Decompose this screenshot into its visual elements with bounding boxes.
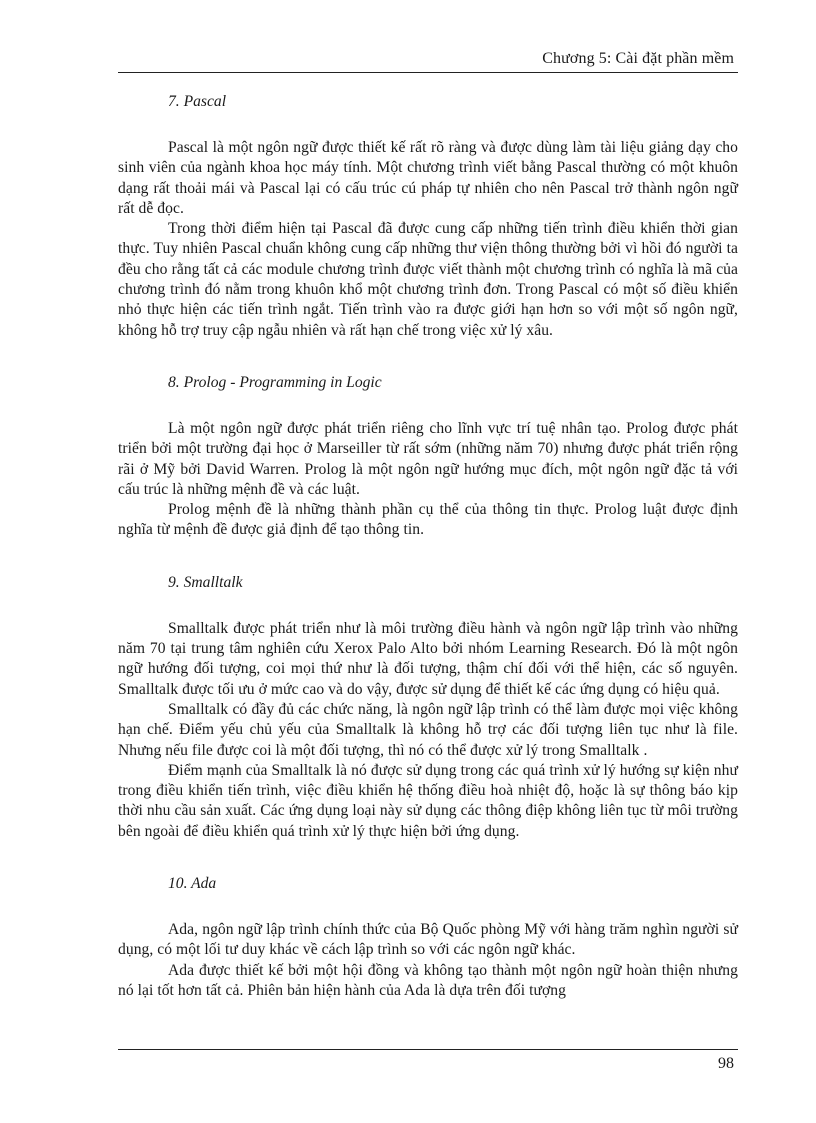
section-title: 10. Ada	[168, 875, 217, 893]
chapter-title: Chương 5: Cài đặt phần mềm	[542, 50, 734, 67]
section-title: 9. Smalltalk	[168, 573, 243, 591]
paragraph: Là một ngôn ngữ được phát triển riêng cho lĩnh vực trí tuệ nhân tạo. Prolog được phát triển bởi một trường đại học ở Marseiller từ rất sớm (những năm 70) nhưng được phát triển rộng rãi ở Mỹ bởi David Warren. Prolog là một ngôn ngữ hướng mục đích, một ngôn ngữ đặc tả với cấu trúc là những mệnh đề và các luật.	[118, 419, 738, 498]
paragraph: Prolog mệnh đề là những thành phần cụ thể của thông tin thực. Prolog luật được định nghĩa từ mệnh đề được giả định để tạo thông tin.	[118, 501, 738, 539]
page-header	[118, 50, 738, 73]
paragraph: Ada, ngôn ngữ lập trình chính thức của Bộ Quốc phòng Mỹ với hàng trăm nghìn người sử dụng, có một lối tư duy khác về cách lập trình so với các ngôn ngữ khác.	[118, 921, 738, 959]
page-number: 98	[718, 1055, 734, 1072]
paragraph: Smalltalk được phát triển như là môi trường điều hành và ngôn ngữ lập trình vào những năm 70 tại trung tâm nghiên cứu Xerox Palo Alto bởi nhóm Learning Research. Đó là một ngôn ngữ hướng đối tượng, coi mọi thứ như là đối tượng, thậm chí đối với thể hiện, các số nguyên. Smalltalk được tối ưu ở mức cao và do vậy, được sử dụng để thiết kế các ứng dụng có hiệu quả.	[118, 619, 738, 698]
paragraph: Pascal là một ngôn ngữ được thiết kế rất rõ ràng và được dùng làm tài liệu giảng dạy cho sinh viên của ngành khoa học máy tính. Một chương trình viết bằng Pascal thường có một khuôn dạng rất thoải mái và Pascal lại có cấu trúc cú pháp tự nhiên cho nên Pascal trở thành ngôn ngữ rất dễ đọc.	[118, 139, 738, 217]
section-pascal	[118, 92, 738, 341]
section-title: 8. Prolog - Programming in Logic	[168, 373, 382, 391]
page-content	[118, 92, 738, 1001]
section-smalltalk	[118, 573, 738, 842]
paragraph: Ada được thiết kế bởi một hội đồng và không tạo thành một ngôn ngữ hoàn thiện nhưng nó lại tốt hơn tất cả. Phiên bản hiện hành của Ada là dựa trên đối tượng	[118, 961, 738, 999]
page-footer	[118, 1049, 738, 1072]
paragraph: Smalltalk có đầy đủ các chức năng, là ngôn ngữ lập trình có thể làm được mọi việc không hạn chế. Điểm yếu chủ yếu của Smalltalk là không hỗ trợ các đối tượng liên tục như là file. Nhưng nếu file được coi là một đối tượng, thì nó có thể được xử lý trong Smalltalk .	[118, 700, 738, 759]
section-prolog	[118, 373, 738, 541]
paragraph: Điểm mạnh của Smalltalk là nó được sử dụng trong các quá trình xử lý hướng sự kiện như trong điều khiển tiến trình, việc điều khiển hệ thống điều hoà nhiệt độ, hoặc là sự thông báo kịp thời nhu cầu sản xuất. Các ứng dụng loại này sử dụng các thông điệp không liên tục từ môi trường bên ngoài để điều khiển quá trình xử lý thực hiện bởi ứng dụng.	[118, 761, 738, 840]
paragraph: Trong thời điểm hiện tại Pascal đã được cung cấp những tiến trình điều khiển thời gian thực. Tuy nhiên Pascal chuẩn không cung cấp những thư viện thông thường bởi vì hồi đó người ta đều cho rằng tất cả các module chương trình được viết thành một chương trình có nghĩa là mã của chương trình đó nằm trong khuôn khổ một chương trình đơn. Trong Pascal có một số điều khiển nhỏ thực hiện các tiến trình ngắt. Tiến trình vào ra được giới hạn hơn so với một số ngôn ngữ, không hỗ trợ truy cập ngẫu nhiên và rất hạn chế trong việc xử lý xâu.	[118, 220, 738, 339]
section-ada	[118, 874, 738, 1001]
section-title: 7. Pascal	[168, 93, 227, 110]
